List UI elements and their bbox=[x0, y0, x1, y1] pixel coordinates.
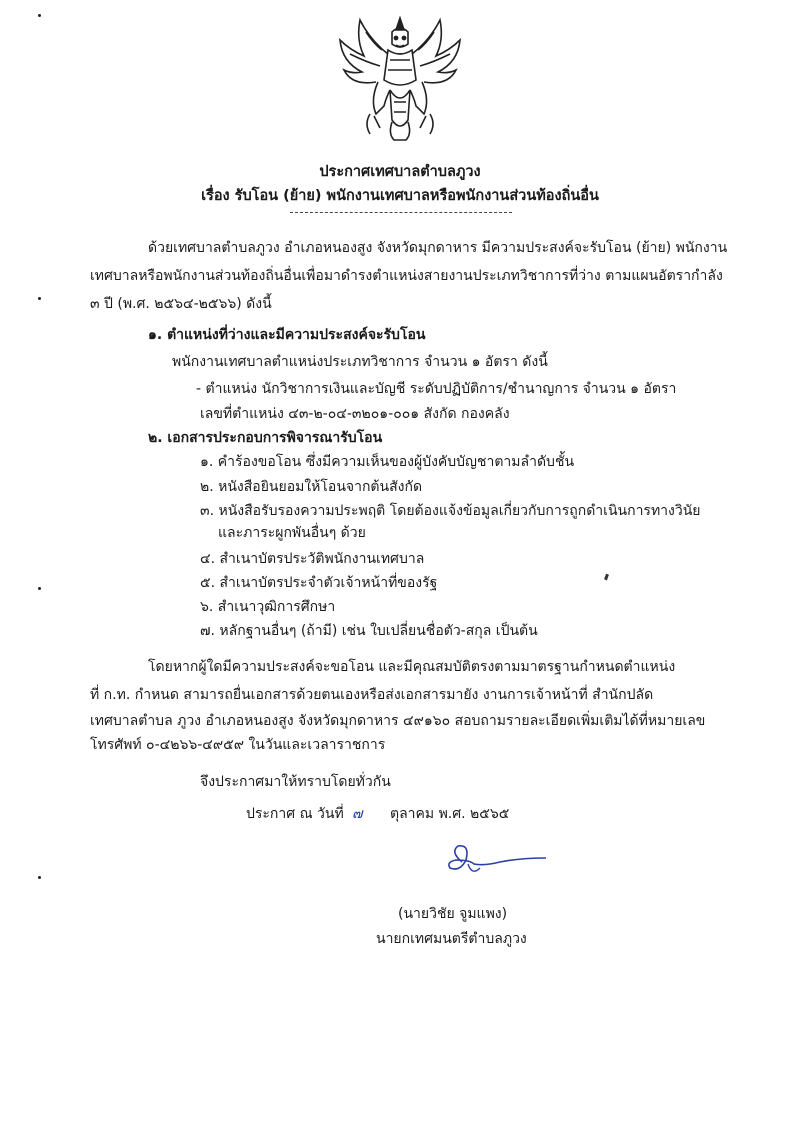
closing-line-4: โทรศัพท์ ๐-๔๒๖๖-๔๙๕๙ ในวันและเวลาราชการ bbox=[90, 737, 386, 753]
document-item-5: ๕. สำเนาบัตรประจำตัวเจ้าหน้าที่ของรัฐ bbox=[200, 575, 438, 591]
scan-mark bbox=[38, 14, 41, 17]
document-subject: เรื่อง รับโอน (ย้าย) พนักงานเทศบาลหรือพนักงานส่วนท้องถิ่นอื่น bbox=[201, 188, 599, 204]
closing-line-1: โดยหากผู้ใดมีความประสงค์จะขอโอน และมีคุณสมบัติตรงตามมาตรฐานกำหนดตำแหน่ง bbox=[148, 659, 676, 675]
document-item-7: ๗. หลักฐานอื่นๆ (ถ้ามี) เช่น ใบเปลี่ยนชื่อตัว-สกุล เป็นต้น bbox=[200, 623, 538, 639]
scan-mark bbox=[604, 574, 609, 581]
section1-line-3: เลขที่ตำแหน่ง ๔๓-๒-๐๔-๓๒๐๑-๐๐๑ สังกัด กองคลัง bbox=[200, 406, 510, 422]
document-item-3-cont: และภาระผูกพันอื่นๆ ด้วย bbox=[218, 525, 366, 541]
title-divider bbox=[290, 212, 512, 213]
scan-mark bbox=[38, 876, 41, 879]
signatory-position: นายกเทศมนตรีตำบลภูวง bbox=[376, 931, 527, 947]
section2-heading: ๒. เอกสารประกอบการพิจารณารับโอน bbox=[148, 430, 383, 446]
document-item-2: ๒. หนังสือยินยอมให้โอนจากต้นสังกัด bbox=[200, 479, 423, 495]
announce-line: จึงประกาศมาให้ทราบโดยทั่วกัน bbox=[200, 774, 391, 790]
garuda-emblem bbox=[330, 10, 470, 145]
closing-line-3: เทศบาลตำบล ภูวง อำเภอหนองสูง จังหวัดมุกดาหาร ๔๙๑๖๐ สอบถามรายละเอียดเพิ่มเติมได้ที่หมายเลข bbox=[90, 713, 706, 729]
intro-line-3: ๓ ปี (พ.ศ. ๒๕๖๔-๒๕๖๖) ดังนี้ bbox=[90, 296, 272, 312]
document-item-4: ๔. สำเนาบัตรประวัติพนักงานเทศบาล bbox=[200, 551, 425, 567]
document-title: ประกาศเทศบาลตำบลภูวง bbox=[319, 164, 481, 180]
announce-date-day: ๗ bbox=[352, 806, 363, 822]
intro-line-2: เทศบาลหรือพนักงานส่วนท้องถิ่นอื่นเพื่อมาดำรงตำแหน่งสายงานประเภทวิชาการที่ว่าง ตามแผนอัตรากำลัง bbox=[90, 268, 723, 284]
intro-line-1: ด้วยเทศบาลตำบลภูวง อำเภอหนองสูง จังหวัดมุกดาหาร มีความประสงค์จะรับโอน (ย้าย) พนักงาน bbox=[148, 240, 728, 256]
document-item-6: ๖. สำเนาวุฒิการศึกษา bbox=[200, 599, 336, 615]
scan-mark bbox=[38, 587, 41, 590]
announce-date-prefix: ประกาศ ณ วันที่ bbox=[246, 806, 344, 822]
document-item-3: ๓. หนังสือรับรองความประพฤติ โดยต้องแจ้งข้อมูลเกี่ยวกับการถูกดำเนินการทางวินัย bbox=[200, 503, 701, 519]
scan-mark bbox=[38, 297, 41, 300]
announce-date-suffix: ตุลาคม พ.ศ. ๒๕๖๕ bbox=[390, 806, 510, 822]
signatory-name: (นายวิชัย จูมแพง) bbox=[398, 906, 508, 922]
document-item-1: ๑. คำร้องขอโอน ซึ่งมีความเห็นของผู้บังคับบัญชาตามลำดับชั้น bbox=[200, 454, 575, 470]
section1-heading: ๑. ตำแหน่งที่ว่างและมีความประสงค์จะรับโอน bbox=[148, 327, 426, 343]
closing-line-2: ที่ ก.ท. กำหนด สามารถยื่นเอกสารด้วยตนเองหรือส่งเอกสารมายัง งานการเจ้าหน้าที่ สำนักปลัด bbox=[90, 687, 654, 703]
section1-line-1: พนักงานเทศบาลตำแหน่งประเภทวิชาการ จำนวน ๑ อัตรา ดังนี้ bbox=[172, 354, 548, 370]
handwritten-signature bbox=[440, 838, 550, 888]
section1-line-2: - ตำแหน่ง นักวิชาการเงินและบัญชี ระดับปฏิบัติการ/ชำนาญการ จำนวน ๑ อัตรา bbox=[196, 381, 677, 397]
